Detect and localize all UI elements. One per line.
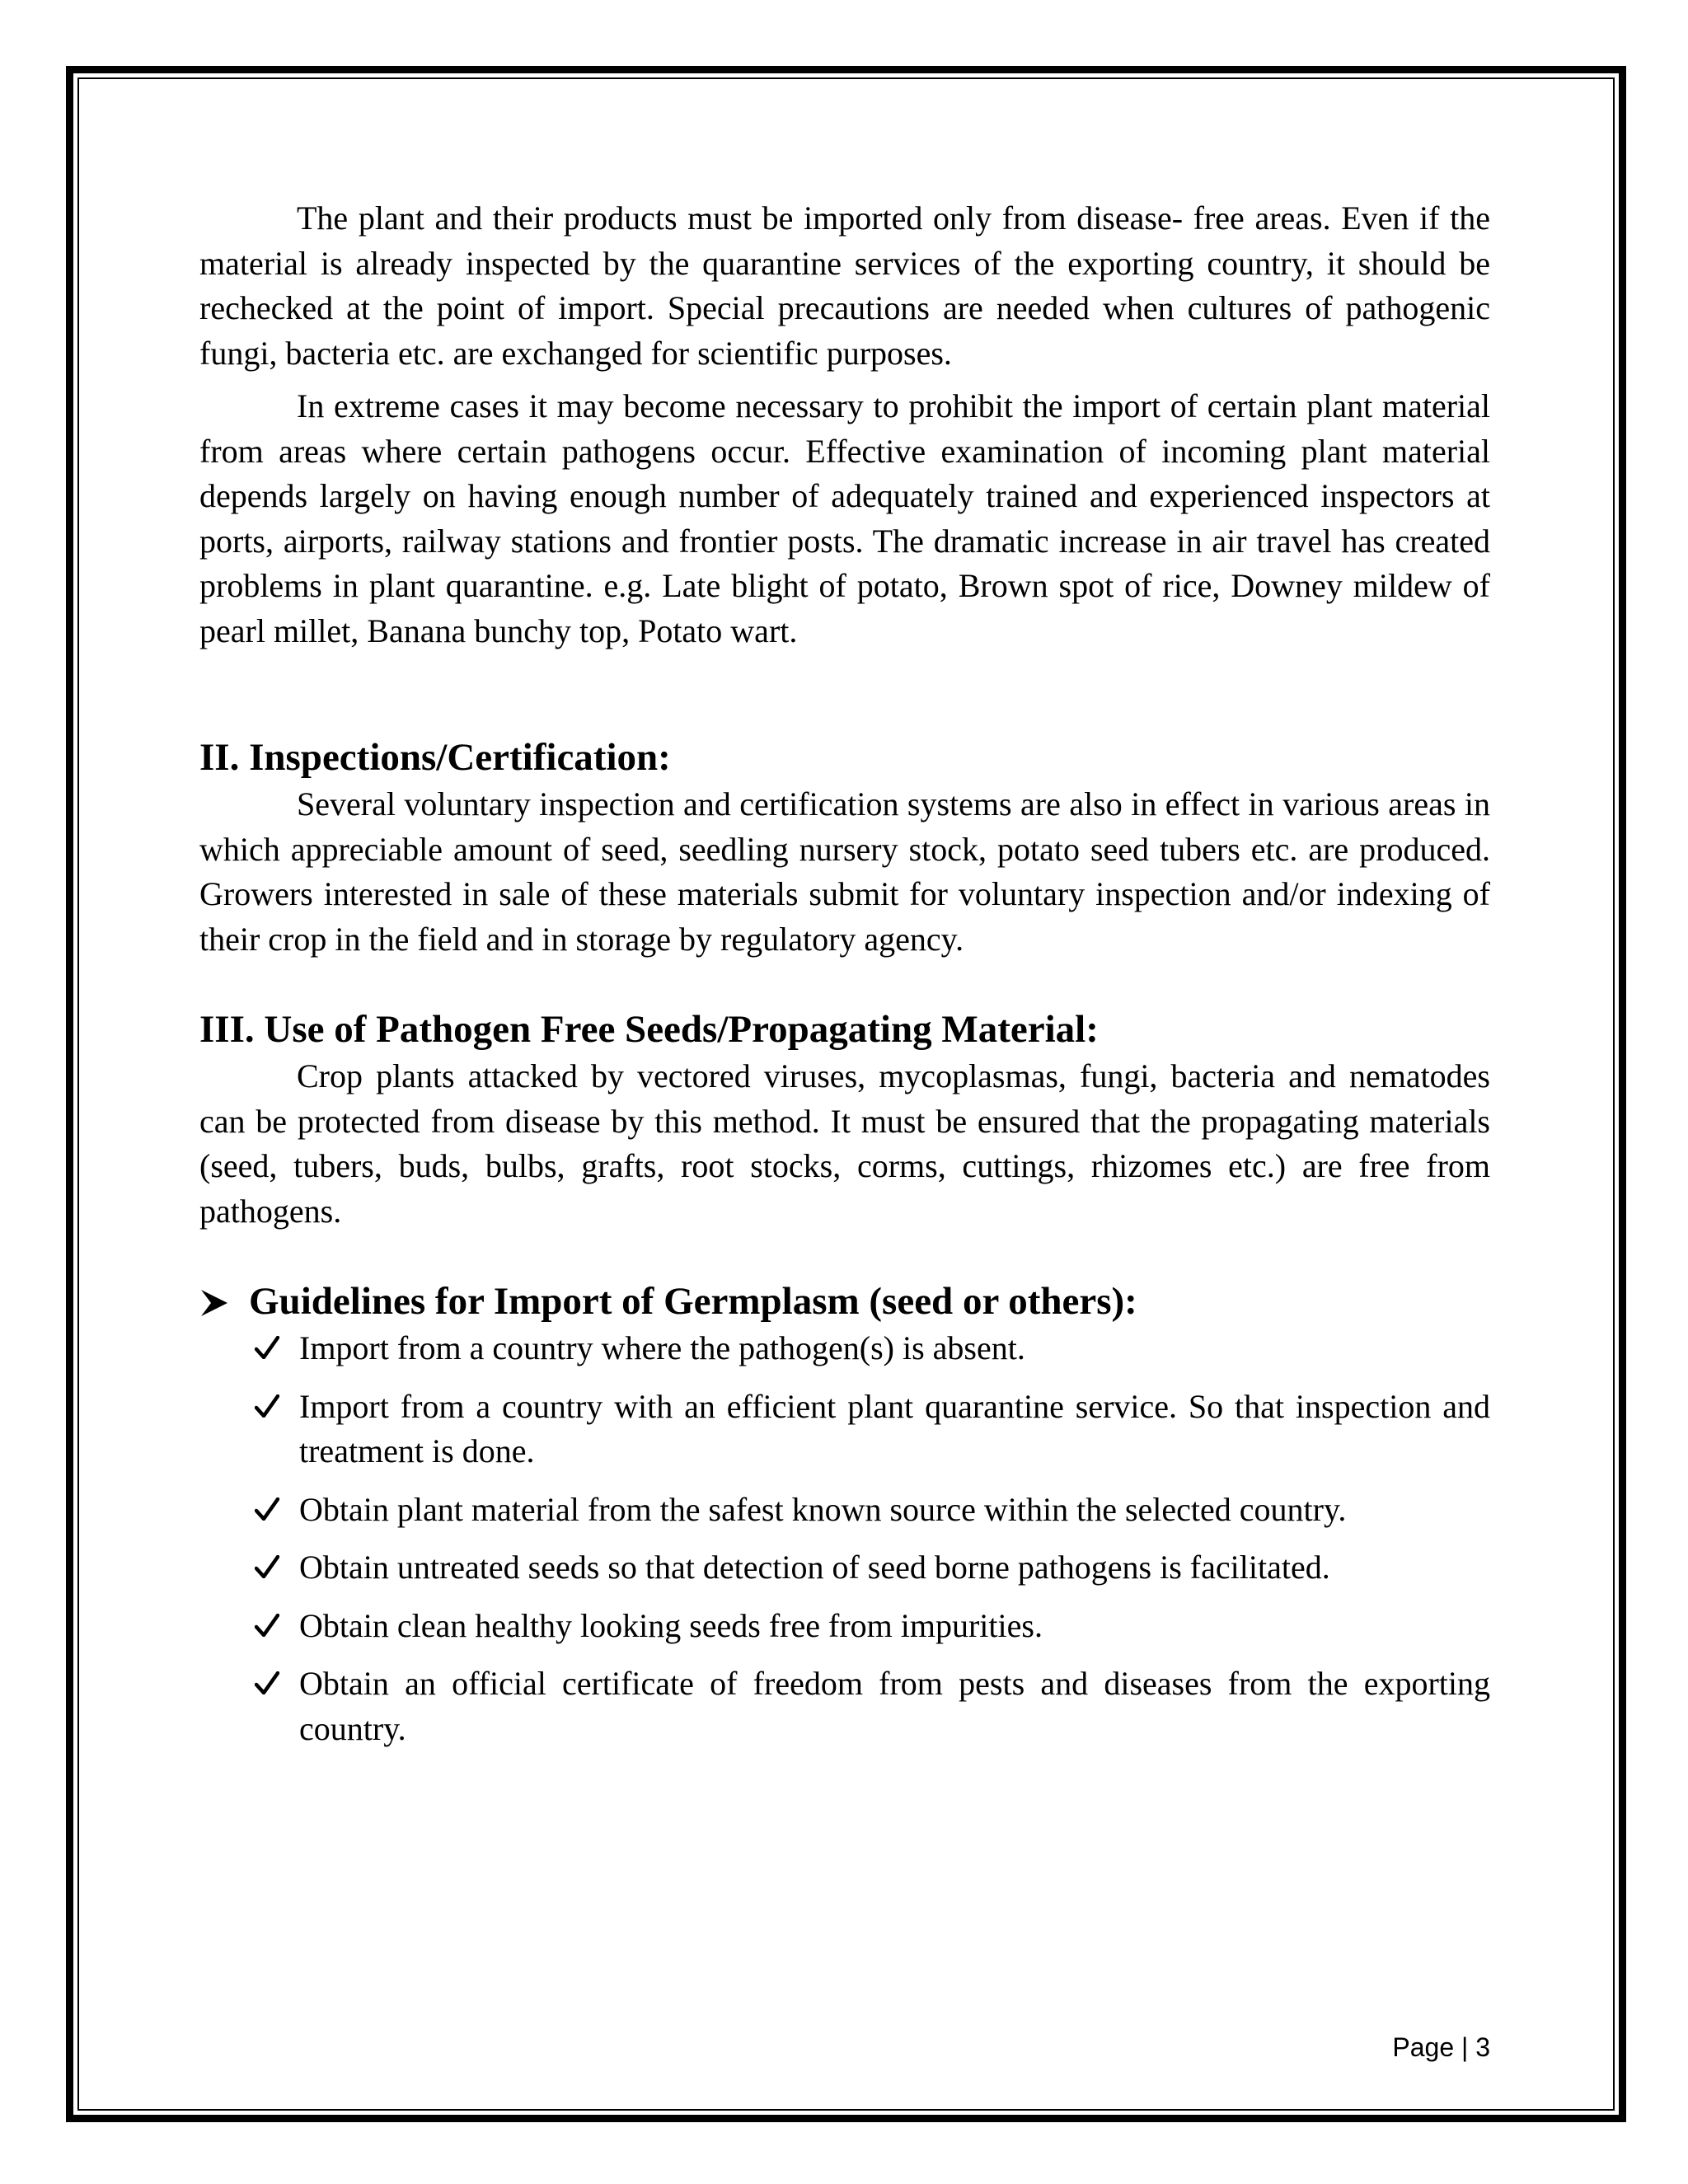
list-item-text: Obtain clean healthy looking seeds free from impurities. [299,1606,1043,1644]
paragraph-inspections: Several voluntary inspection and certification systems are also in effect in various areas in which appreciable amount of seed, seedling nursery stock, potato seed tubers etc. are produced. Growers interested in sale of these materials submit for voluntary inspection and/or indexing of their crop in the field and in storage by regulatory agency. [199,785,1490,958]
page-number: Page | 3 [1392,2032,1490,2062]
list-item [299,1385,1490,1474]
check-icon [255,1394,279,1418]
list-item-text: Obtain untreated seeds so that detection of seed borne pathogens is facilitated. [299,1549,1330,1586]
list-item-text: Obtain an official certificate of freedom from pests and diseases from the exporting country. [299,1665,1490,1747]
list-item-text: Import from a country where the pathogen(s) is absent. [299,1329,1025,1366]
list-item [299,1661,1490,1751]
heading-guidelines [199,1277,1490,1326]
arrow-bullet-icon [199,1288,229,1318]
page-content [199,196,1490,1765]
paragraph-pathogen-free: Crop plants attacked by vectored viruses, mycoplasmas, fungi, bacteria and nematodes can be protected from disease by this method. It must be ensured that the propagating materials (seed, tubers, buds, bulbs, grafts, root stocks, corms, cuttings, rhizomes etc.) are free from pathogens. [199,1057,1490,1230]
list-item [299,1488,1490,1533]
list-item [299,1604,1490,1649]
check-icon [255,1555,279,1578]
check-icon [255,1614,279,1637]
list-item-text: Obtain plant material from the safest known source within the selected country. [299,1490,1347,1528]
heading-inspections: II. Inspections/Certification: [199,736,671,779]
guidelines-list [199,1326,1490,1751]
paragraph-prohibit-import: In extreme cases it may become necessary to prohibit the import of certain plant material from areas where certain pathogens occur. Effective examination of incoming plant material depends largely on having enough number of adequately trained and experienced inspectors at ports, airports, railway stations and frontier posts. The dramatic increase in air travel has created problems in plant quarantine. e.g. Late blight of potato, Brown spot of rice, Downey mildew of pearl millet, Banana bunchy top, Potato wart. [199,387,1490,649]
heading-guidelines-text: Guidelines for Import of Germplasm (seed or others): [249,1280,1137,1323]
list-item [299,1545,1490,1591]
check-icon [255,1336,279,1359]
list-item-text: Import from a country with an efficient plant quarantine service. So that inspection and treatment is done. [299,1387,1490,1469]
list-item [299,1326,1490,1371]
check-icon [255,1497,279,1521]
heading-pathogen-free: III. Use of Pathogen Free Seeds/Propagating Material: [199,1008,1099,1051]
check-icon [255,1671,279,1694]
paragraph-import-areas: The plant and their products must be imported only from disease- free areas. Even if the material is already inspected by the quarantine services of the exporting country, it should be rechecked at the point of import. Special precautions are needed when cultures of pathogenic fungi, bacteria etc. are exchanged for scientific purposes. [199,199,1490,372]
